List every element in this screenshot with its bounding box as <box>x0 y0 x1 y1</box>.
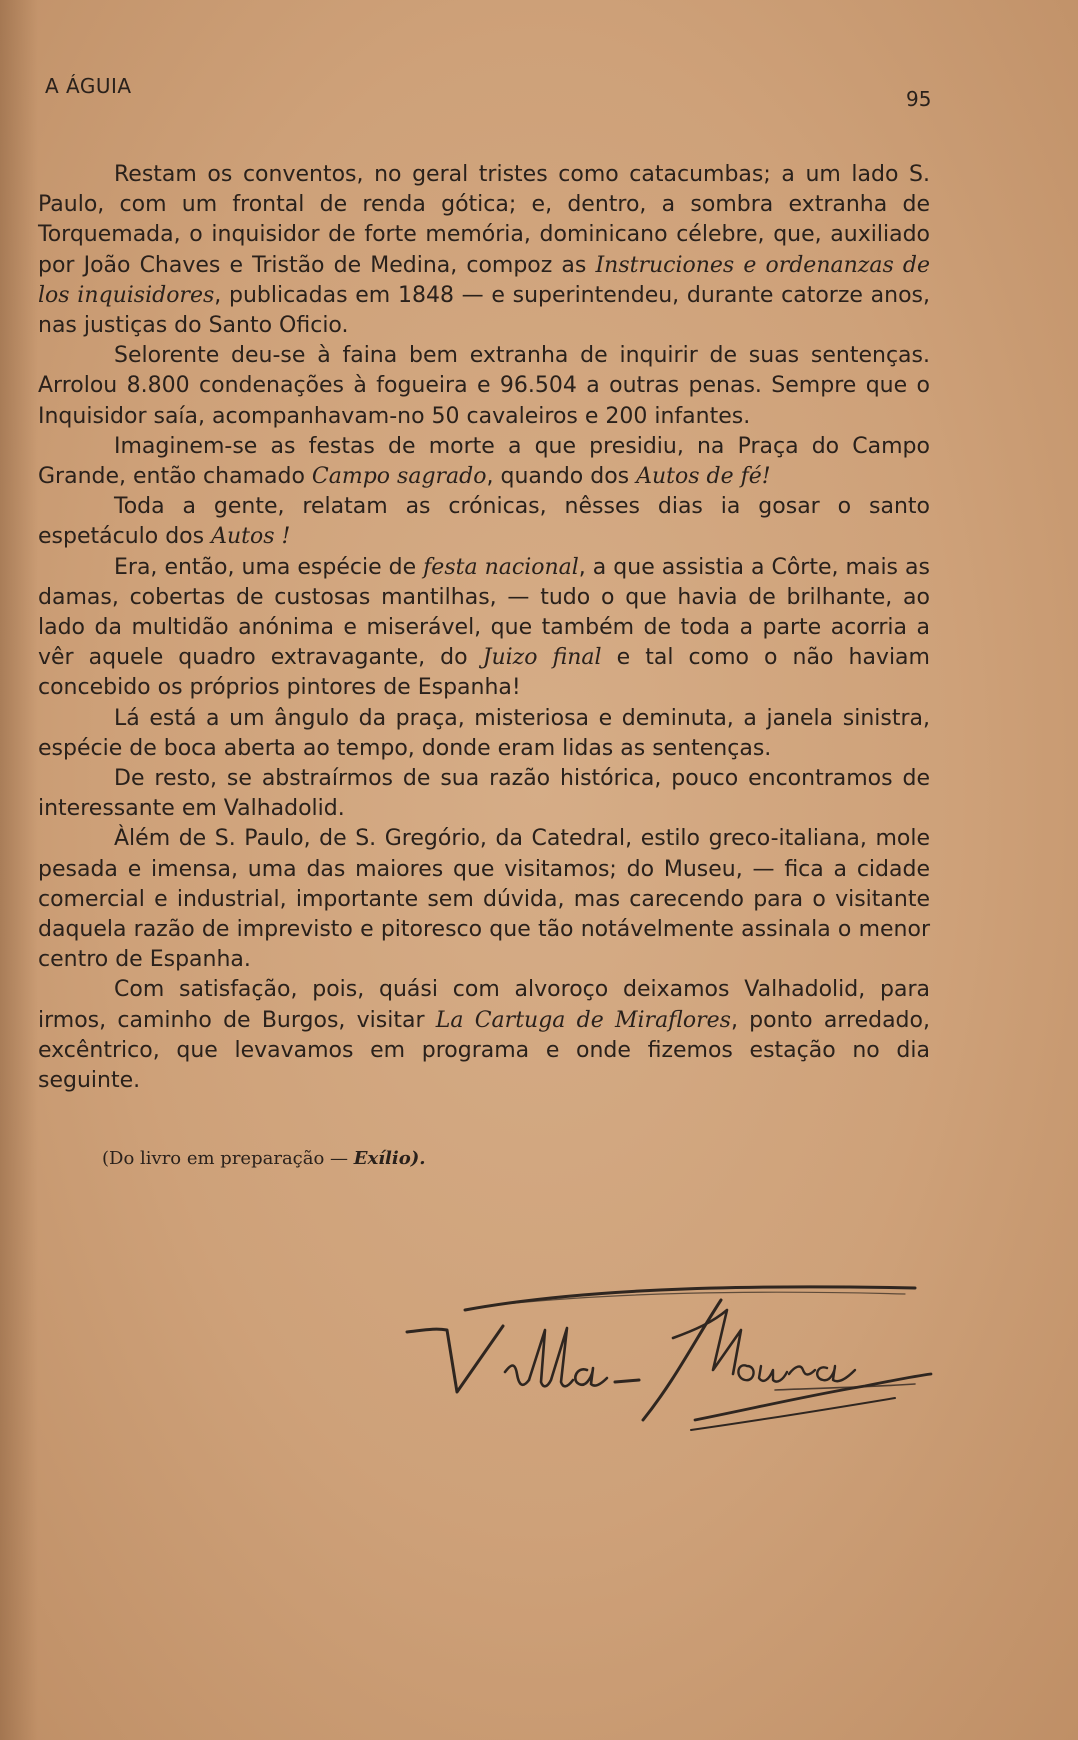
book-title: Instruciones e ordenanzas de los inquisidores <box>38 252 930 308</box>
paragraph-8: Àlém de S. Paulo, de S. Gregório, da Catedral, estilo greco-italiana, mole pesada e imensa, uma das maiores que visitamos; do Museu, — fica a cidade comercial e industrial, importante sem dúvida, mas carecendo para o visitante daquela razão de imprevisto e pitoresco que tão notávelmente assinala o menor centro de Espanha. <box>38 826 930 973</box>
paragraph-2: Selorente deu-se à faina bem extranha de inquirir de suas sentenças. Arrolou 8.800 condenações à fogueira e 96.504 a outras penas. Sempre que o Inquisidor saía, acompanhavam-no 50 cavaleiros e 200 infantes. <box>38 343 930 429</box>
paragraph-4: Toda a gente, relatam as crónicas, nêsses dias ia gosar o santo espetáculo dos Autos ! <box>38 494 930 550</box>
paragraph-6: Lá está a um ângulo da praça, misteriosa e deminuta, a janela sinistra, espécie de boca aberta ao tempo, donde eram lidas as sentenças. <box>38 705 930 761</box>
paragraph-5: Era, então, uma espécie de festa nacional, a que assistia a Côrte, mais as damas, cobertas de custosas mantilhas, — tudo o que havia de brilhante, ao lado da multidão anónima e miserável, que também de toda a parte acorria a vêr aquele quadro extravagante, do Juizo final e tal como o não haviam concebido os próprios pintores de Espanha! <box>38 554 930 701</box>
page-edge-shadow <box>0 0 38 1740</box>
article-body <box>38 160 930 1096</box>
paragraph-7: De resto, se abstraírmos de sua razão histórica, pouco encontramos de interessante em Valhadolid. <box>38 766 930 822</box>
paragraph-9: Com satisfação, pois, quási com alvoroço deixamos Valhadolid, para irmos, caminho de Burgos, visitar La Cartuga de Miraflores, ponto arredado, excêntrico, que levavamos em programa e onde fizemos estação no dia seguinte. <box>38 977 930 1094</box>
handwritten-signature <box>395 1270 935 1435</box>
source-note: (Do livro em preparação — Exílio). <box>102 1148 426 1169</box>
paragraph-1: Restam os conventos, no geral tristes como catacumbas; a um lado S. Paulo, com um frontal de renda gótica; e, dentro, a sombra extranha de Torquemada, o inquisidor de forte memória, dominicano célebre, que, auxiliado por João Chaves e Tristão de Medina, compoz as Instruciones e ordenanzas de los inquisidores, publicadas em 1848 — e superintendeu, durante catorze anos, nas justiças do Santo Oficio. <box>38 162 930 339</box>
running-header-title: A ÁGUIA <box>45 74 132 98</box>
page-number: 95 <box>906 87 932 111</box>
source-title: Exílio). <box>353 1148 426 1169</box>
paragraph-3: Imaginem-se as festas de morte a que presidiu, na Praça do Campo Grande, então chamado Campo sagrado, quando dos Autos de fé! <box>38 433 930 490</box>
